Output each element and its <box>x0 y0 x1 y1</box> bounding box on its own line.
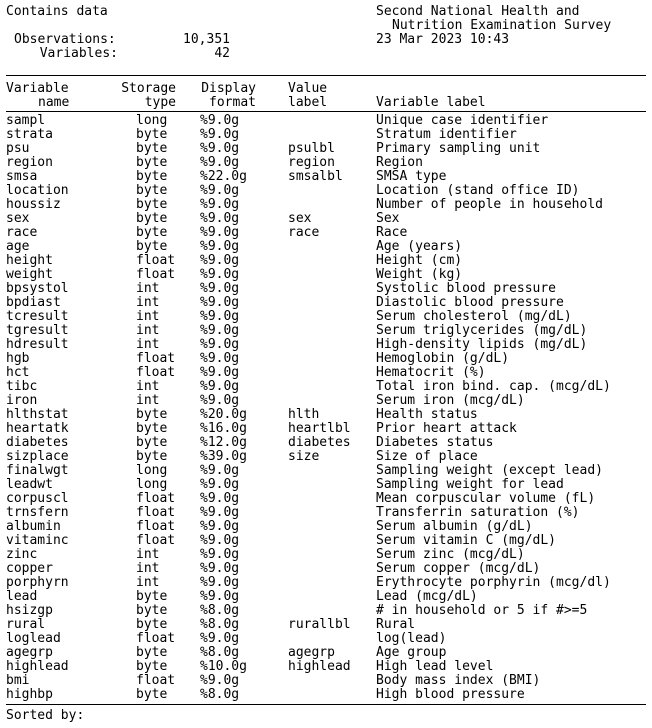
table-row <box>0 408 652 422</box>
header-divider <box>6 111 646 112</box>
variable-name: copper <box>6 561 53 576</box>
display-format: %9.0g <box>200 183 240 198</box>
observations-label: Observations: <box>14 32 116 47</box>
variable-name: weight <box>6 267 53 282</box>
table-row <box>0 450 652 464</box>
display-format: %9.0g <box>200 365 240 380</box>
col-header-variable: Variable <box>6 81 69 96</box>
variable-name: diabetes <box>6 435 69 450</box>
display-format: %9.0g <box>200 379 240 394</box>
variable-name: sizplace <box>6 449 69 464</box>
table-row <box>0 324 652 338</box>
variable-label: Sampling weight for lead <box>376 477 564 492</box>
storage-type: byte <box>136 435 168 450</box>
variable-label: Height (cm) <box>376 253 463 268</box>
storage-type: int <box>136 323 160 338</box>
variable-name: highbp <box>6 687 53 702</box>
col-header-type: type <box>144 95 176 110</box>
display-format: %9.0g <box>200 547 240 562</box>
storage-type: byte <box>136 127 168 142</box>
variable-label: Prior heart attack <box>376 421 517 436</box>
variable-name: bmi <box>6 673 30 688</box>
display-format: %9.0g <box>200 575 240 590</box>
display-format: %9.0g <box>200 197 240 212</box>
table-row <box>0 688 652 702</box>
storage-type: int <box>136 379 160 394</box>
table-row <box>0 296 652 310</box>
storage-type: int <box>136 295 160 310</box>
variable-name: iron <box>6 393 38 408</box>
variable-label: Stratum identifier <box>376 127 517 142</box>
display-format: %9.0g <box>200 351 240 366</box>
table-row <box>0 184 652 198</box>
table-row <box>0 114 652 128</box>
variable-name: age <box>6 239 30 254</box>
storage-type: byte <box>136 197 168 212</box>
variable-label: Race <box>376 225 408 240</box>
variable-label: Total iron bind. cap. (mcg/dL) <box>376 379 611 394</box>
variable-label: log(lead) <box>376 631 447 646</box>
observations-value: 10,351 <box>183 32 230 47</box>
storage-type: byte <box>136 645 168 660</box>
variable-label: # in household or 5 if #>=5 <box>376 603 588 618</box>
variable-name: location <box>6 183 69 198</box>
table-row <box>0 632 652 646</box>
variable-name: corpuscl <box>6 491 69 506</box>
contains-data-text: Contains data <box>6 4 108 19</box>
storage-type: int <box>136 393 160 408</box>
variable-label: Hematocrit (%) <box>376 365 486 380</box>
display-format: %8.0g <box>200 687 240 702</box>
storage-type: byte <box>136 169 168 184</box>
table-row <box>0 170 652 184</box>
table-row <box>0 604 652 618</box>
variable-label: Serum vitamin C (mg/dL) <box>376 533 557 548</box>
variable-name: leadwt <box>6 477 53 492</box>
variable-name: loglead <box>6 631 61 646</box>
table-row <box>0 156 652 170</box>
variable-label: High blood pressure <box>376 687 525 702</box>
storage-type: float <box>136 253 176 268</box>
variable-name: albumin <box>6 519 61 534</box>
display-format: %9.0g <box>200 295 240 310</box>
display-format: %9.0g <box>200 253 240 268</box>
display-format: %9.0g <box>200 155 240 170</box>
display-format: %9.0g <box>200 533 240 548</box>
table-row <box>0 464 652 478</box>
variable-name: strata <box>6 127 53 142</box>
variable-name: smsa <box>6 169 38 184</box>
storage-type: long <box>136 463 168 478</box>
display-format: %9.0g <box>200 589 240 604</box>
table-row <box>0 366 652 380</box>
table-row <box>0 198 652 212</box>
value-label: psulbl <box>288 141 335 156</box>
variable-label: Serum copper (mcg/dL) <box>376 561 541 576</box>
storage-type: byte <box>136 659 168 674</box>
storage-type: long <box>136 477 168 492</box>
bottom-divider <box>6 704 646 705</box>
table-row <box>0 128 652 142</box>
table-row <box>0 436 652 450</box>
variable-name: psu <box>6 141 30 156</box>
variable-label: Serum zinc (mcg/dL) <box>376 547 525 562</box>
value-label: heartlbl <box>288 421 351 436</box>
value-label: size <box>288 449 320 464</box>
col-header-storage: Storage <box>121 81 176 96</box>
sorted-by-text: Sorted by: <box>6 708 85 723</box>
storage-type: float <box>136 533 176 548</box>
value-label: smsalbl <box>288 169 343 184</box>
table-row <box>0 422 652 436</box>
variable-name: tcresult <box>6 309 69 324</box>
table-row <box>0 562 652 576</box>
storage-type: byte <box>136 239 168 254</box>
storage-type: byte <box>136 617 168 632</box>
variable-label: Serum iron (mcg/dL) <box>376 393 525 408</box>
variable-label: Size of place <box>376 449 478 464</box>
variable-label: High lead level <box>376 659 494 674</box>
table-row <box>0 352 652 366</box>
value-label: diabetes <box>288 435 351 450</box>
table-row <box>0 534 652 548</box>
dataset-title-line1: Second National Health and <box>376 4 580 19</box>
storage-type: byte <box>136 141 168 156</box>
table-row <box>0 520 652 534</box>
display-format: %9.0g <box>200 337 240 352</box>
variable-name: height <box>6 253 53 268</box>
variable-name: lead <box>6 589 38 604</box>
dataset-datetime: 23 Mar 2023 10:43 <box>376 32 510 47</box>
display-format: %9.0g <box>200 505 240 520</box>
variable-label: Mean corpuscular volume (fL) <box>376 491 596 506</box>
variable-label: Primary sampling unit <box>376 141 541 156</box>
display-format: %9.0g <box>200 631 240 646</box>
variable-label: Serum cholesterol (mg/dL) <box>376 309 572 324</box>
display-format: %9.0g <box>200 127 240 142</box>
display-format: %9.0g <box>200 519 240 534</box>
variable-name: trnsfern <box>6 505 69 520</box>
display-format: %9.0g <box>200 561 240 576</box>
variable-name: bpdiast <box>6 295 61 310</box>
display-format: %9.0g <box>200 281 240 296</box>
col-header-display: Display <box>201 81 256 96</box>
table-row <box>0 674 652 688</box>
storage-type: byte <box>136 225 168 240</box>
col-header-label: label <box>288 95 328 110</box>
variable-label: Unique case identifier <box>376 113 549 128</box>
variable-name: porphyrn <box>6 575 69 590</box>
variable-label: Diastolic blood pressure <box>376 295 564 310</box>
table-row <box>0 618 652 632</box>
storage-type: byte <box>136 421 168 436</box>
display-format: %9.0g <box>200 477 240 492</box>
table-row <box>0 590 652 604</box>
variables-label: Variables: <box>39 46 118 61</box>
display-format: %8.0g <box>200 645 240 660</box>
variable-name: hlthstat <box>6 407 69 422</box>
variable-label: Location (stand office ID) <box>376 183 580 198</box>
display-format: %9.0g <box>200 309 240 324</box>
storage-type: byte <box>136 603 168 618</box>
variable-name: sampl <box>6 113 46 128</box>
storage-type: byte <box>136 449 168 464</box>
variable-label: Health status <box>376 407 478 422</box>
dataset-title-line2: Nutrition Examination Survey <box>392 18 612 33</box>
display-format: %9.0g <box>200 239 240 254</box>
table-row <box>0 576 652 590</box>
display-format: %9.0g <box>200 673 240 688</box>
display-format: %9.0g <box>200 491 240 506</box>
variable-label: Sampling weight (except lead) <box>376 463 603 478</box>
top-divider <box>6 75 646 76</box>
variable-label: Age group <box>376 645 447 660</box>
storage-type: float <box>136 673 176 688</box>
variable-label: Body mass index (BMI) <box>376 673 541 688</box>
variables-value: 42 <box>214 46 230 61</box>
variable-label: Number of people in household <box>376 197 603 212</box>
variable-label: Diabetes status <box>376 435 494 450</box>
table-row <box>0 212 652 226</box>
display-format: %22.0g <box>200 169 247 184</box>
table-row <box>0 478 652 492</box>
storage-type: float <box>136 267 176 282</box>
table-row <box>0 380 652 394</box>
col-header-name: name <box>38 95 70 110</box>
table-row <box>0 492 652 506</box>
variable-name: tibc <box>6 379 38 394</box>
display-format: %9.0g <box>200 225 240 240</box>
storage-type: byte <box>136 589 168 604</box>
variable-label: SMSA type <box>376 169 447 184</box>
display-format: %8.0g <box>200 603 240 618</box>
display-format: %20.0g <box>200 407 247 422</box>
variable-name: agegrp <box>6 645 53 660</box>
table-row <box>0 226 652 240</box>
variable-name: hct <box>6 365 30 380</box>
col-header-variable-label: Variable label <box>376 95 486 110</box>
display-format: %9.0g <box>200 463 240 478</box>
storage-type: float <box>136 631 176 646</box>
display-format: %16.0g <box>200 421 247 436</box>
storage-type: float <box>136 519 176 534</box>
table-row <box>0 268 652 282</box>
value-label: race <box>288 225 320 240</box>
table-row <box>0 646 652 660</box>
display-format: %9.0g <box>200 141 240 156</box>
table-row <box>0 282 652 296</box>
display-format: %9.0g <box>200 211 240 226</box>
table-row <box>0 240 652 254</box>
table-row <box>0 394 652 408</box>
value-label: hlth <box>288 407 320 422</box>
variable-name: heartatk <box>6 421 69 436</box>
variable-label: Sex <box>376 211 400 226</box>
table-row <box>0 660 652 674</box>
variable-label: Region <box>376 155 423 170</box>
storage-type: byte <box>136 155 168 170</box>
variable-label: Lead (mcg/dL) <box>376 589 478 604</box>
variable-name: rural <box>6 617 46 632</box>
variable-label: High-density lipids (mg/dL) <box>376 337 588 352</box>
value-label: highlead <box>288 659 351 674</box>
display-format: %9.0g <box>200 323 240 338</box>
variable-label: Weight (kg) <box>376 267 463 282</box>
variable-label: Erythrocyte porphyrin (mcg/dl) <box>376 575 611 590</box>
storage-type: byte <box>136 211 168 226</box>
col-header-value: Value <box>288 81 328 96</box>
display-format: %9.0g <box>200 393 240 408</box>
storage-type: float <box>136 505 176 520</box>
table-row <box>0 254 652 268</box>
storage-type: float <box>136 491 176 506</box>
variable-label: Serum albumin (g/dL) <box>376 519 533 534</box>
variable-name: highlead <box>6 659 69 674</box>
variable-label: Transferrin saturation (%) <box>376 505 580 520</box>
value-label: agegrp <box>288 645 335 660</box>
storage-type: byte <box>136 687 168 702</box>
display-format: %12.0g <box>200 435 247 450</box>
variable-name: zinc <box>6 547 38 562</box>
display-format: %9.0g <box>200 267 240 282</box>
storage-type: byte <box>136 183 168 198</box>
variable-name: sex <box>6 211 30 226</box>
table-row <box>0 338 652 352</box>
display-format: %10.0g <box>200 659 247 674</box>
variable-label: Systolic blood pressure <box>376 281 557 296</box>
variable-name: hgb <box>6 351 30 366</box>
variable-label: Rural <box>376 617 416 632</box>
value-label: rurallbl <box>288 617 351 632</box>
storage-type: int <box>136 575 160 590</box>
variable-name: finalwgt <box>6 463 69 478</box>
display-format: %39.0g <box>200 449 247 464</box>
storage-type: float <box>136 351 176 366</box>
variable-name: race <box>6 225 38 240</box>
storage-type: float <box>136 365 176 380</box>
value-label: region <box>288 155 335 170</box>
variable-name: bpsystol <box>6 281 69 296</box>
variable-label: Hemoglobin (g/dL) <box>376 351 510 366</box>
table-row <box>0 506 652 520</box>
storage-type: long <box>136 113 168 128</box>
display-format: %8.0g <box>200 617 240 632</box>
variable-name: tgresult <box>6 323 69 338</box>
storage-type: int <box>136 309 160 324</box>
table-row <box>0 142 652 156</box>
variable-name: houssiz <box>6 197 61 212</box>
display-format: %9.0g <box>200 113 240 128</box>
storage-type: int <box>136 547 160 562</box>
table-row <box>0 310 652 324</box>
variable-name: vitaminc <box>6 533 69 548</box>
value-label: sex <box>288 211 312 226</box>
variable-label: Serum triglycerides (mg/dL) <box>376 323 588 338</box>
col-header-format: format <box>209 95 256 110</box>
storage-type: int <box>136 281 160 296</box>
table-row <box>0 548 652 562</box>
variable-name: hdresult <box>6 337 69 352</box>
variable-label: Age (years) <box>376 239 463 254</box>
storage-type: int <box>136 561 160 576</box>
variable-name: hsizgp <box>6 603 53 618</box>
variable-name: region <box>6 155 53 170</box>
storage-type: int <box>136 337 160 352</box>
storage-type: byte <box>136 407 168 422</box>
